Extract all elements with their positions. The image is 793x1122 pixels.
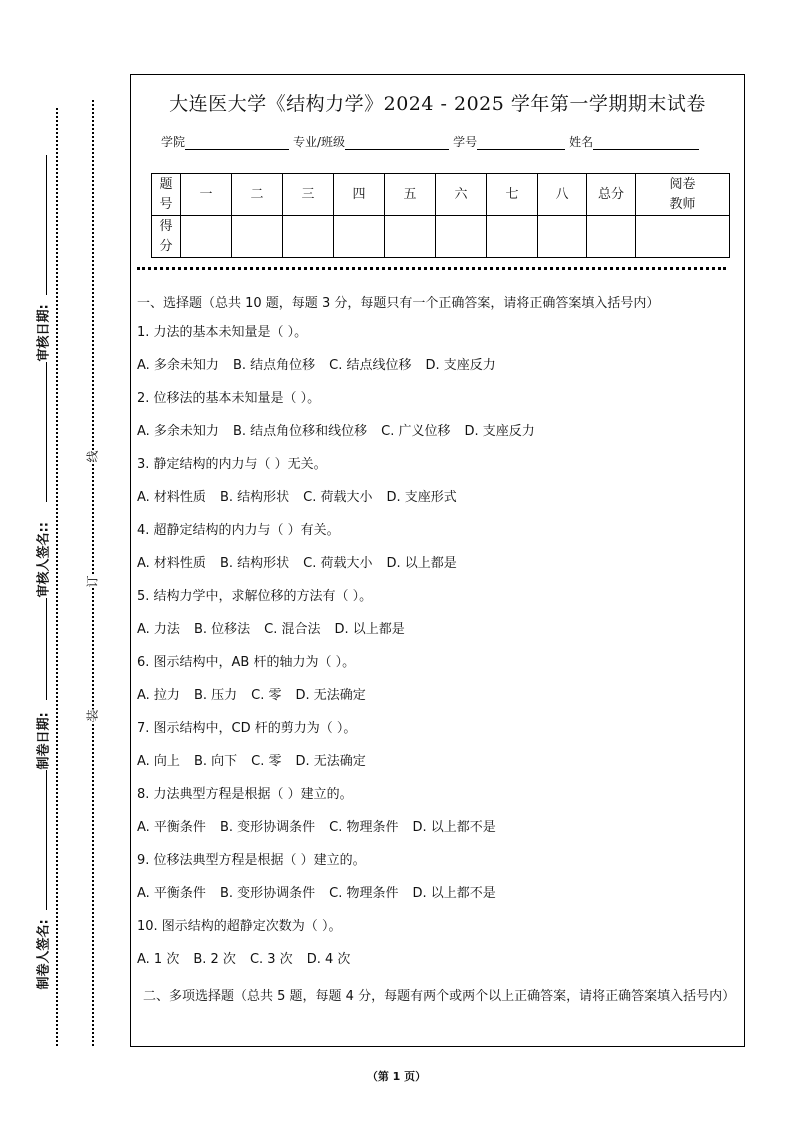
- option-choice[interactable]: A. 多余未知力: [137, 358, 219, 373]
- score-cell-4[interactable]: [334, 216, 385, 258]
- section-2-heading: 二、多项选择题（总共 5 题，每题 4 分，每题有两个或两个以上正确答案，请将正确答案填入括号内）: [143, 989, 736, 1004]
- question-stem: 10. 图示结构的超静定次数为（ ）。: [137, 919, 342, 934]
- option-choice[interactable]: D. 4 次: [306, 952, 351, 967]
- score-table-header-row: [152, 174, 730, 216]
- score-cell-7[interactable]: [487, 216, 538, 258]
- col-5: 五: [385, 174, 436, 216]
- question-stem: 3. 静定结构的内力与（ ）无关。: [137, 457, 327, 472]
- option-choice[interactable]: D. 以上都不是: [412, 886, 496, 901]
- question-stem: 7. 图示结构中，CD 杆的剪力为（ ）。: [137, 721, 357, 736]
- col-total: 总分: [587, 174, 636, 216]
- section-1-heading: 一、选择题（总共 10 题，每题 3 分，每题只有一个正确答案，请将正确答案填入括号内）: [137, 296, 660, 311]
- question-options: [137, 883, 738, 916]
- option-choice[interactable]: B. 变形协调条件: [219, 886, 316, 901]
- question-stem: 1. 力法的基本未知量是（ ）。: [137, 325, 308, 340]
- student-info-row: [161, 133, 703, 150]
- row-head-score: 得 分: [152, 216, 181, 258]
- option-choice[interactable]: B. 向下: [193, 754, 238, 769]
- option-choice[interactable]: D. 无法确定: [295, 754, 366, 769]
- question-stem: 4. 超静定结构的内力与（ ）有关。: [137, 523, 340, 538]
- college-field[interactable]: [185, 135, 289, 150]
- score-cell-1[interactable]: [181, 216, 232, 258]
- student-id-field[interactable]: [477, 135, 565, 150]
- option-choice[interactable]: A. 平衡条件: [137, 886, 206, 901]
- name-field[interactable]: [593, 135, 699, 150]
- margin-line-top: [46, 155, 47, 295]
- col-grader: 阅卷 教师: [636, 174, 730, 216]
- binding-mark-line: 线: [85, 450, 100, 463]
- question-options: [137, 751, 738, 784]
- option-choice[interactable]: C. 物理条件: [329, 820, 399, 835]
- option-choice[interactable]: C. 广义位移: [381, 424, 451, 439]
- question-options: [137, 553, 738, 586]
- option-choice[interactable]: D. 无法确定: [295, 688, 366, 703]
- option-choice[interactable]: B. 结点角位移: [232, 358, 316, 373]
- option-choice[interactable]: C. 荷载大小: [303, 490, 373, 505]
- reviewer-sign-label: 审核人签名::: [36, 522, 52, 598]
- option-choice[interactable]: A. 1 次: [137, 952, 180, 967]
- exam-content: [137, 293, 738, 1008]
- option-choice[interactable]: B. 变形协调条件: [219, 820, 316, 835]
- question-options: [137, 619, 738, 652]
- option-choice[interactable]: C. 零: [251, 688, 282, 703]
- option-choice[interactable]: B. 位移法: [193, 622, 251, 637]
- question-options: [137, 817, 738, 850]
- score-cell-5[interactable]: [385, 216, 436, 258]
- margin-line-2: [46, 362, 47, 502]
- question-list: [137, 322, 738, 982]
- col-4: 四: [334, 174, 385, 216]
- option-choice[interactable]: C. 零: [251, 754, 282, 769]
- question-options: [137, 685, 738, 718]
- option-choice[interactable]: A. 多余未知力: [137, 424, 219, 439]
- score-cell-8[interactable]: [538, 216, 587, 258]
- score-table-score-row: [152, 216, 730, 258]
- option-choice[interactable]: D. 支座形式: [386, 490, 457, 505]
- question-options: [137, 949, 738, 982]
- question-stem: 9. 位移法典型方程是根据（ ）建立的。: [137, 853, 366, 868]
- binding-dotted-line: [92, 100, 94, 1046]
- option-choice[interactable]: B. 结构形状: [219, 556, 290, 571]
- question-stem: 6. 图示结构中，AB 杆的轴力为（ ）。: [137, 655, 356, 670]
- option-choice[interactable]: B. 结构形状: [219, 490, 290, 505]
- option-choice[interactable]: A. 拉力: [137, 688, 180, 703]
- option-choice[interactable]: C. 荷载大小: [303, 556, 373, 571]
- option-choice[interactable]: C. 结点线位移: [329, 358, 412, 373]
- option-choice[interactable]: D. 支座反力: [425, 358, 496, 373]
- margin-line-4: [46, 770, 47, 910]
- option-choice[interactable]: B. 压力: [193, 688, 238, 703]
- option-choice[interactable]: C. 3 次: [249, 952, 293, 967]
- option-choice[interactable]: A. 材料性质: [137, 490, 206, 505]
- option-choice[interactable]: B. 2 次: [193, 952, 236, 967]
- dotted-separator: [137, 267, 726, 270]
- col-1: 一: [181, 174, 232, 216]
- option-choice[interactable]: A. 力法: [137, 622, 180, 637]
- option-choice[interactable]: D. 以上都是: [334, 622, 405, 637]
- score-cell-6[interactable]: [436, 216, 487, 258]
- option-choice[interactable]: D. 以上都不是: [412, 820, 496, 835]
- option-choice[interactable]: D. 以上都是: [386, 556, 457, 571]
- col-2: 二: [232, 174, 283, 216]
- score-cell-3[interactable]: [283, 216, 334, 258]
- make-date-label: 制卷日期:: [36, 712, 52, 770]
- review-date-label: 审核日期:: [36, 304, 52, 362]
- maker-sign-label: 制卷人签名:: [36, 919, 52, 990]
- option-choice[interactable]: A. 平衡条件: [137, 820, 206, 835]
- score-cell-2[interactable]: [232, 216, 283, 258]
- question-options: [137, 487, 738, 520]
- col-3: 三: [283, 174, 334, 216]
- question-options: [137, 355, 738, 388]
- page-number: （第 1 页）: [366, 1070, 427, 1083]
- score-cell-total[interactable]: [587, 216, 636, 258]
- margin-line-3: [46, 598, 47, 700]
- row-head-question-no: 题 号: [152, 174, 181, 216]
- col-8: 八: [538, 174, 587, 216]
- option-choice[interactable]: D. 支座反力: [464, 424, 535, 439]
- student-id-label: 学号: [453, 135, 478, 149]
- binding-mark-zhuang: 装: [85, 709, 100, 722]
- margin-dotted-line-left: [56, 108, 58, 1046]
- col-7: 七: [487, 174, 538, 216]
- question-stem: 5. 结构力学中，求解位移的方法有（ ）。: [137, 589, 373, 604]
- binding-mark-ding: 订: [85, 575, 100, 588]
- col-6: 六: [436, 174, 487, 216]
- option-choice[interactable]: B. 结点角位移和线位移: [232, 424, 368, 439]
- exam-frame: [130, 74, 745, 1047]
- option-choice[interactable]: C. 混合法: [264, 622, 321, 637]
- major-label: 专业/班级: [293, 135, 346, 149]
- option-choice[interactable]: C. 物理条件: [329, 886, 399, 901]
- score-table: [151, 173, 730, 258]
- question-options: [137, 421, 738, 454]
- major-field[interactable]: [345, 135, 449, 150]
- question-stem: 8. 力法典型方程是根据（ ）建立的。: [137, 787, 353, 802]
- question-stem: 2. 位移法的基本未知量是（ ）。: [137, 391, 321, 406]
- option-choice[interactable]: A. 向上: [137, 754, 180, 769]
- option-choice[interactable]: A. 材料性质: [137, 556, 206, 571]
- college-label: 学院: [161, 135, 186, 149]
- exam-title: 大连医大学《结构力学》2024 - 2025 学年第一学期期末试卷: [169, 93, 706, 115]
- score-cell-grader[interactable]: [636, 216, 730, 258]
- name-label: 姓名: [569, 135, 594, 149]
